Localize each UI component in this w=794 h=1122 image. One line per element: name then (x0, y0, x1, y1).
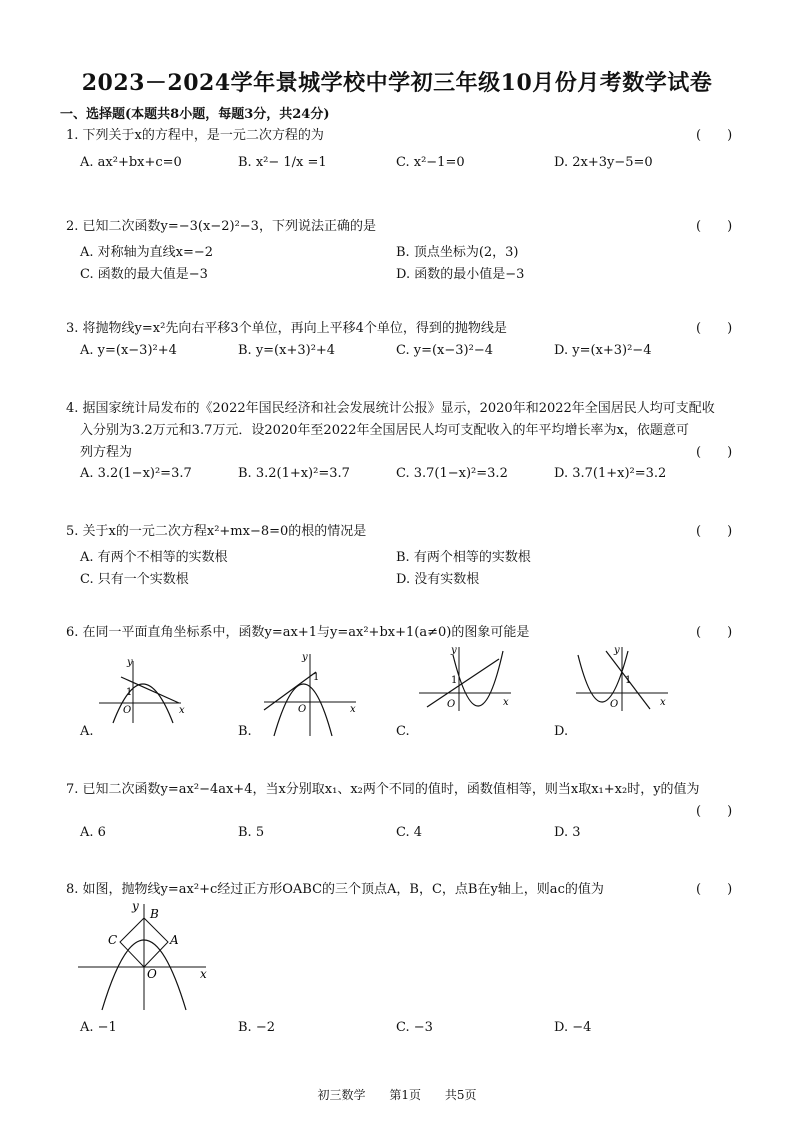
answer-blank-6[interactable]: ( ) (696, 625, 733, 640)
question-2-stem: 2. 已知二次函数y=−3(x−2)²−3，下列说法正确的是 (66, 219, 376, 234)
x-axis-label: x (350, 704, 356, 715)
q2-option-b[interactable]: B. 顶点坐标为(2，3) (396, 245, 519, 260)
footer-page-number: 第1页 (389, 1088, 421, 1102)
section-heading: 一、选择题(本题共8小题，每题3分，共24分) (60, 107, 330, 122)
intercept-label: 1 (451, 675, 458, 686)
question-4-stem-line-1: 4. 据国家统计局发布的《2022年国民经济和社会发展统计公报》显示，2020年和2022年全国居民人均可支配收 (66, 401, 715, 416)
point-b-label: B (150, 907, 159, 921)
footer-subject: 初三数学 (317, 1088, 366, 1102)
q1-option-b[interactable]: B. x²− 1/x =1 (238, 155, 327, 170)
q1-option-d[interactable]: D. 2x+3y−5=0 (554, 155, 653, 170)
question-3-stem: 3. 将抛物线y=x²先向右平移3个单位，再向上平移4个单位，得到的抛物线是 (66, 321, 507, 336)
answer-blank-5[interactable]: ( ) (696, 524, 733, 539)
q5-option-a[interactable]: A. 有两个不相等的实数根 (80, 550, 228, 565)
q3-option-c[interactable]: C. y=(x−3)²−4 (396, 343, 493, 358)
q8-square-parabola-figure (74, 898, 214, 1013)
q2-option-d[interactable]: D. 函数的最小值是−3 (396, 267, 525, 282)
exam-title: 2023－2024学年景城学校中学初三年级10月份月考数学试卷 (81, 70, 713, 96)
point-c-label: C (108, 933, 118, 947)
q5-option-b[interactable]: B. 有两个相等的实数根 (396, 550, 531, 565)
answer-blank-4[interactable]: ( ) (696, 445, 733, 460)
q8-option-a[interactable]: A. −1 (80, 1020, 117, 1035)
q8-option-d[interactable]: D. −4 (554, 1020, 592, 1035)
question-6-stem: 6. 在同一平面直角坐标系中，函数y=ax+1与y=ax²+bx+1(a≠0)的图象可能是 (66, 625, 530, 640)
y-axis-label: y (451, 645, 457, 656)
q3-option-d[interactable]: D. y=(x+3)²−4 (554, 343, 652, 358)
q5-option-c[interactable]: C. 只有一个实数根 (80, 572, 189, 587)
q1-option-c[interactable]: C. x²−1=0 (396, 155, 465, 170)
answer-blank-3[interactable]: ( ) (696, 321, 733, 336)
y-axis-label: y (614, 645, 620, 656)
q1-option-a[interactable]: A. ax²+bx+c=0 (80, 155, 182, 170)
x-axis-label: x (503, 697, 509, 708)
origin-label: O (298, 704, 307, 715)
intercept-label: 1 (126, 687, 133, 698)
intercept-label: 1 (625, 675, 632, 686)
q4-option-b[interactable]: B. 3.2(1+x)²=3.7 (238, 466, 350, 481)
q7-option-a[interactable]: A. 6 (80, 825, 106, 840)
y-axis-label: y (132, 899, 139, 913)
origin-label: O (123, 705, 132, 716)
q6-graph-c (415, 643, 515, 713)
question-5-stem: 5. 关于x的一元二次方程x²+mx−8=0的根的情况是 (66, 524, 367, 539)
q7-option-d[interactable]: D. 3 (554, 825, 581, 840)
origin-label: O (610, 699, 619, 710)
q4-option-a[interactable]: A. 3.2(1−x)²=3.7 (80, 466, 192, 481)
q5-option-d[interactable]: D. 没有实数根 (396, 572, 480, 587)
q6-option-c[interactable]: C. (396, 724, 410, 739)
q7-option-b[interactable]: B. 5 (238, 825, 265, 840)
point-a-label: A (170, 933, 179, 947)
x-axis-label: x (660, 697, 666, 708)
q3-option-b[interactable]: B. y=(x+3)²+4 (238, 343, 336, 358)
page-footer (0, 1086, 794, 1103)
q6-graph-a (95, 655, 185, 725)
y-axis-label: y (302, 652, 308, 663)
q6-option-b[interactable]: B. (238, 724, 252, 739)
question-8-stem: 8. 如图，抛物线y=ax²+c经过正方形OABC的三个顶点A，B，C，点B在y轴上，则ac的值为 (66, 882, 604, 897)
q2-option-c[interactable]: C. 函数的最大值是−3 (80, 267, 208, 282)
answer-blank-8[interactable]: ( ) (696, 882, 733, 897)
question-1-stem: 1. 下列关于x的方程中，是一元二次方程的为 (66, 128, 324, 143)
q8-option-c[interactable]: C. −3 (396, 1020, 433, 1035)
origin-label: O (447, 699, 456, 710)
q6-option-d[interactable]: D. (554, 724, 569, 739)
origin-label: O (147, 967, 157, 981)
q4-option-d[interactable]: D. 3.7(1+x)²=3.2 (554, 466, 667, 481)
x-axis-label: x (200, 967, 207, 981)
intercept-label: 1 (313, 672, 320, 683)
answer-blank-2[interactable]: ( ) (696, 219, 733, 234)
question-4-stem-line-2: 入分别为3.2万元和3.7万元．设2020年至2022年全国居民人均可支配收入的年平均增长率为x，依题意可 (80, 423, 689, 438)
q3-option-a[interactable]: A. y=(x−3)²+4 (80, 343, 177, 358)
answer-blank-7[interactable]: ( ) (696, 804, 733, 819)
question-4-stem-line-3: 列方程为 (80, 445, 133, 460)
q8-option-b[interactable]: B. −2 (238, 1020, 275, 1035)
y-axis-label: y (127, 657, 133, 668)
q7-option-c[interactable]: C. 4 (396, 825, 423, 840)
q6-graph-d (572, 643, 672, 713)
q6-option-a[interactable]: A. (80, 724, 94, 739)
q6-graph-b (258, 650, 358, 740)
x-axis-label: x (179, 705, 185, 716)
footer-total-pages: 共5页 (444, 1088, 477, 1102)
answer-blank-1[interactable]: ( ) (696, 128, 733, 143)
q4-option-c[interactable]: C. 3.7(1−x)²=3.2 (396, 466, 508, 481)
q2-option-a[interactable]: A. 对称轴为直线x=−2 (80, 245, 214, 260)
question-7-stem: 7. 已知二次函数y=ax²−4ax+4，当x分别取x₁、x₂两个不同的值时，函数值相等，则当x取x₁+x₂时，y的值为 (66, 782, 700, 797)
